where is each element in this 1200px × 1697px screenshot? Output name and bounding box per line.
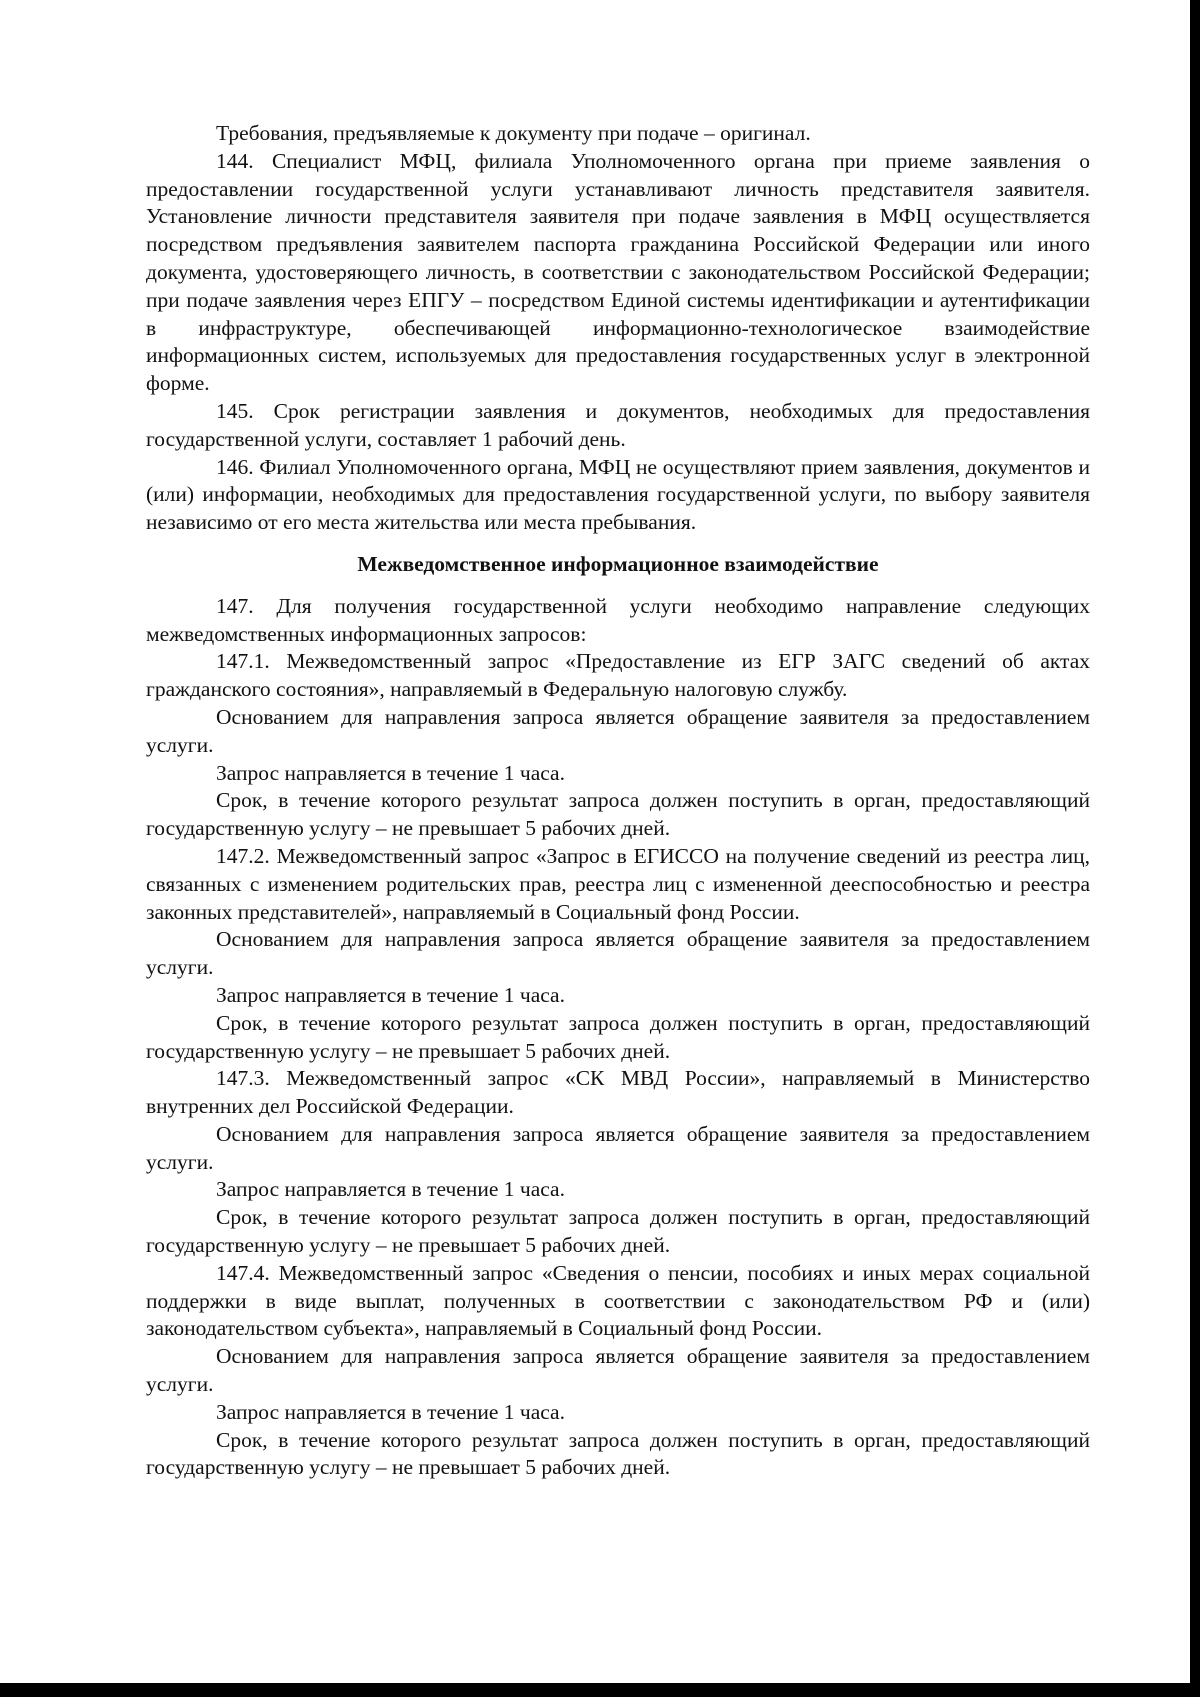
paragraph-basis: Основанием для направления запроса является обращение заявителя за предоставлением услуги. [146,704,1090,757]
paragraph-request-time: Запрос направляется в течение 1 часа. [216,1399,565,1424]
paragraph-deadline: Срок, в течение которого результат запроса должен поступить в орган, предоставляющий государственную услугу – не превышает 5 рабочих дней. [146,788,1090,841]
scan-edge-bottom [0,1683,1200,1697]
paragraph-147: 147. Для получения государственной услуги необходимо направление следующих межведомственных информационных запросов: [146,593,1090,646]
paragraph-deadline: Срок, в течение которого результат запроса должен поступить в орган, предоставляющий государственную услугу – не превышает 5 рабочих дней. [146,1427,1090,1480]
paragraph-145: 145. Срок регистрации заявления и документов, необходимых для предоставления государственной услуги, составляет 1 рабочий день. [146,398,1090,451]
paragraph-deadline: Срок, в течение которого результат запроса должен поступить в орган, предоставляющий государственную услугу – не превышает 5 рабочих дней. [146,1010,1090,1063]
section-heading: Межведомственное информационное взаимодействие [357,551,879,576]
paragraph-request-time: Запрос направляется в течение 1 часа. [216,1177,565,1202]
paragraph-147-1: 147.1. Межведомственный запрос «Предоставление из ЕГР ЗАГС сведений об актах гражданского состояния», направляемый в Федеральную налоговую службу. [146,649,1090,702]
paragraph-basis: Основанием для направления запроса является обращение заявителя за предоставлением услуги. [146,1121,1090,1174]
paragraph-requirements: Требования, предъявляемые к документу при подаче – оригинал. [216,121,811,145]
paragraph-147-2: 147.2. Межведомственный запрос «Запрос в ЕГИССО на получение сведений из реестра лиц, связанных с изменением родительских прав, реестра лиц с измененной дееспособностью и реестра законных представителей», направляемый в Социальный фонд России. [146,843,1090,924]
scan-edge-right [1190,0,1200,1697]
document-body [146,120,1090,1482]
paragraph-deadline: Срок, в течение которого результат запроса должен поступить в орган, предоставляющий государственную услугу – не превышает 5 рабочих дней. [146,1205,1090,1258]
paragraph-147-4: 147.4. Межведомственный запрос «Сведения о пенсии, пособиях и иных мерах социальной поддержки в виде выплат, полученных в соответствии с законодательством РФ и (или) законодательством субъекта», направляемый в Социальный фонд России. [146,1260,1090,1341]
paragraph-147-3: 147.3. Межведомственный запрос «СК МВД России», направляемый в Министерство внутренних дел Российской Федерации. [146,1066,1090,1119]
paragraph-146: 146. Филиал Уполномоченного органа, МФЦ не осуществляют прием заявления, документов и (или) информации, необходимых для предоставления государственной услуги, по выбору заявителя независимо от его места жительства или места пребывания. [146,454,1090,535]
paragraph-request-time: Запрос направляется в течение 1 часа. [216,760,565,785]
paragraph-basis: Основанием для направления запроса является обращение заявителя за предоставлением услуги. [146,1344,1090,1397]
paragraph-144: 144. Специалист МФЦ, филиала Уполномоченного органа при приеме заявления о предоставлении государственной услуги устанавливают личность представителя заявителя. Установление личности представителя заявителя при подаче заявления в МФЦ осуществляется посредством предъявления заявителем паспорта гражданина Российской Федерации или иного документа, удостоверяющего личность, в соответствии с законодательством Российской Федерации; при подаче заявления через ЕПГУ – посредством Единой системы идентификации и аутентификации в инфраструктуре, обеспечивающей информационно-технологическое взаимодействие информационных систем, используемых для предоставления государственных услуг в электронной форме. [146,148,1090,396]
paragraph-basis: Основанием для направления запроса является обращение заявителя за предоставлением услуги. [146,927,1090,980]
paragraph-request-time: Запрос направляется в течение 1 часа. [216,982,565,1007]
